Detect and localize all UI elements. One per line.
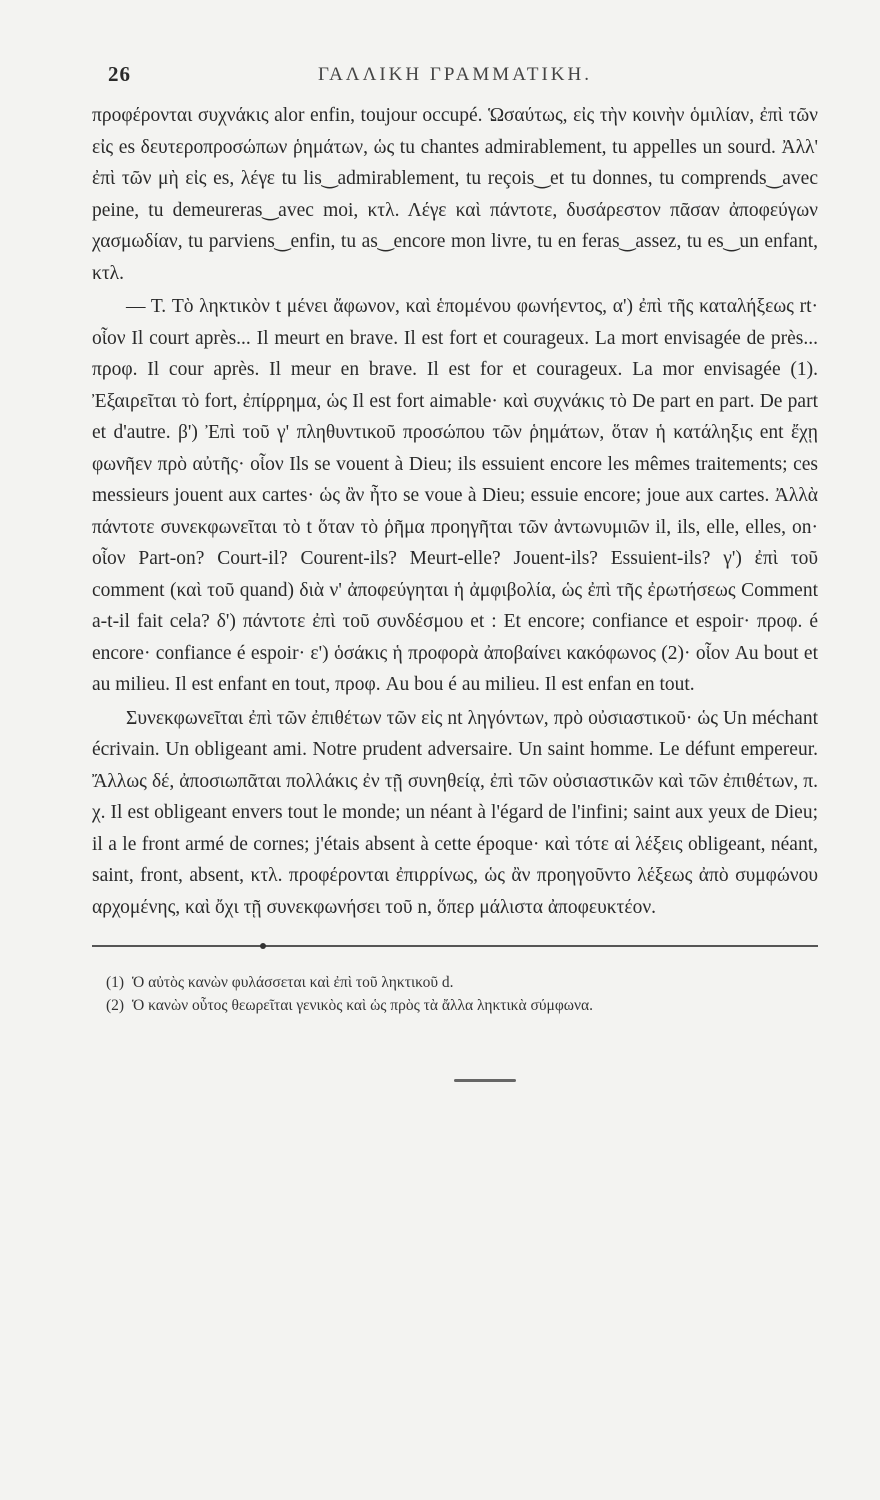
page-number: 26 (108, 62, 131, 86)
footnote-2 (106, 994, 818, 1017)
rule-dot (260, 943, 266, 949)
footnote-text: Ὁ αὐτὸς κανὼν φυλάσσεται καὶ ἐπὶ τοῦ ληκτικοῦ d. (132, 974, 454, 991)
paragraph-adjectives: Συνεκφωνεῖται ἐπὶ τῶν ἐπιθέτων τῶν εἰς nt ληγόντων, πρὸ οὐσιαστικοῦ· ὡς Un méchant écrivain. Un obligeant ami. Notre prudent adversaire. Un saint homme. Le défunt empereur. Ἄλλως δέ, ἀποσιωπᾶται πολλάκις ἐν τῇ συνηθείᾳ, ἐπὶ τῶν οὐσιαστικῶν καὶ τῶν ἐπιθέτων, π. χ. Il est obligeant envers tout le monde; un néant à l'égard de l'infini; saint aux yeux de Dieu; il a le front armé de cornes; j'étais absent à cette époque· καὶ τότε αἱ λέξεις obligeant, néant, saint, front, absent, κτλ. προφέρονται ἐπιρρίνως, ὡς ἂν προηγοῦντο λέξεως ἀπὸ συμφώνου αρχομένης, καὶ ὄχι τῇ συνεκφωνήσει τοῦ n, ὅπερ μάλιστα ἀποφευκτέον. (92, 707, 818, 918)
running-title: ΓΑΛΛΙΚΗ ΓΡΑΜΜΑΤΙΚΗ. (318, 64, 592, 85)
footnote-mark: (1) (106, 974, 125, 991)
footnote-1 (106, 971, 818, 994)
page-header (92, 62, 818, 100)
footnote-text: Ὁ κανὼν οὗτος θεωρεῖται γενικὸς καὶ ὡς πρὸς τὰ ἄλλα ληκτικὰ σύμφωνα. (132, 997, 593, 1014)
footnotes (92, 971, 818, 1017)
end-ornament (454, 1079, 516, 1082)
paragraph-letter-t: — T. Τὸ ληκτικὸν t μένει ἄφωνον, καὶ ἑπομένου φωνήεντος, α') ἐπὶ τῆς καταλήξεως rt· οἷον Il court après... Il meurt en brave. Il est fort et courageux. La mort envisagée de près... προφ. Il cour après. Il meur en brave. Il est for et courageux. La mor envisagée (1). Ἐξαιρεῖται τὸ fort, ἐπίρρημα, ὡς Il est fort aimable· καὶ συχνάκις τὸ De part en part. De part et d'autre. β') Ἐπὶ τοῦ γ' πληθυντικοῦ προσώπου τῶν ῥημάτων, ὅταν ἡ κατάληξις ent ἔχῃ φωνῆεν πρὸ αὐτῆς· οἷον Ils se vouent à Dieu; ils essuient encore les mêmes traitements; ces messieurs jouent aux cartes· ὡς ἂν ἦτο se voue à Dieu; essuie encore; joue aux cartes. Ἀλλὰ πάντοτε συνεκφωνεῖται τὸ t ὅταν τὸ ῥῆμα προηγῆται τῶν ἀντωνυμιῶν il, ils, elle, elles, on· οἷον Part-on? Court-il? Courent-ils? Meurt-elle? Jouent-ils? Essuient-ils? γ') ἐπὶ τοῦ comment (καὶ τοῦ quand) διὰ ν' ἀποφεύγηται ἡ ἀμφιβολία, ὡς ἐπὶ τῆς ἐρωτήσεως Comment a-t-il fait cela? δ') πάντοτε ἐπὶ τοῦ συνδέσμου et : Et encore; confiance et espoir· προφ. é encore· confiance é espoir· ε') ὁσάκις ἡ προφορὰ ἀποβαίνει κακόφωνος (2)· οἷον Au bout et au milieu. Il est enfant en tout, προφ. Au bou é au milieu. Il est enfan en tout. (92, 296, 818, 695)
footnote-rule (92, 945, 818, 947)
paragraph-continuation: προφέρονται συχνάκις alor enfin, toujour occupé. Ὡσαύτως, εἰς τὴν κοινὴν ὁμιλίαν, ἐπὶ τῶν εἰς es δευτεροπροσώπων ῥημάτων, ὡς tu chantes admirablement, tu appelles un sourd. Ἀλλ' ἐπὶ τῶν μὴ εἰς es, λέγε tu lis‿admirablement, tu reçois‿et tu donnes, tu comprends‿avec peine, tu demeureras‿avec moi, κτλ. Λέγε καὶ πάντοτε, δυσάρεστον πᾶσαν ἀποφεύγων χασμωδίαν, tu parviens‿enfin, tu as‿encore mon livre, tu en feras‿assez, tu es‿un enfant, κτλ. (92, 105, 818, 284)
footnote-mark: (2) (106, 997, 125, 1014)
body-text (92, 100, 818, 923)
